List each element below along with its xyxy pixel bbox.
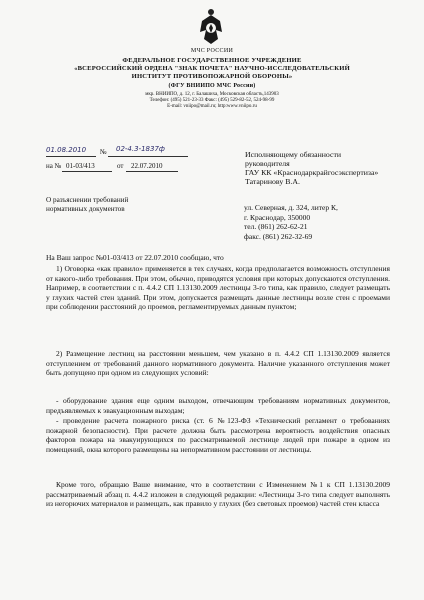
subject [46, 196, 128, 214]
date-underline [46, 156, 96, 157]
body-paragraph-2: 2) Размещение лестниц на расстоянии меньшем, чем указано в п. 4.4.2 СП 1.13130.2009 является отступлением от требований данного нормативного документа. Наличие указанного отступления может быть допущено при одном из следующих условий: [46, 349, 390, 378]
number-sign: № [100, 148, 107, 156]
ref-date: 22.07.2010 [131, 162, 163, 170]
recipient-phone: тел. (861) 262-62-21 [244, 222, 308, 231]
recipient-street: ул. Северная, д. 324, литер К, [244, 203, 338, 212]
ref-from: от [117, 162, 124, 170]
ref-prefix: на № [46, 162, 62, 170]
ministry-name: МЧС РОССИИ [190, 48, 234, 54]
org-phones: Телефон: (495) 521-23-33 Факс: (495) 529-82-52, 524-98-99 [149, 98, 275, 103]
body-paragraph-1: 1) Оговорка «как правило» применяется в тех случаях, когда предполагается возможность отступления от какого-либо требования. При этом, обычно, приводятся условия при которых допускаются отступления. Например, в соответствии с п. 4.4.2 СП 1.13130.2009 лестницы 3-го типа, как правило, следует размещать у глухих частей стен зданий. При этом, допускается размещать данные лестницы возле стен с проемами при соблюдении расстояний до проемов, регламентируемых данным пунктом; [46, 264, 390, 312]
org-short-name: (ФГУ ВНИИПО МЧС России) [168, 83, 256, 89]
recipient-fax: факс. (861) 262-32-69 [244, 231, 313, 241]
recipient-line4: Татаринову В.А. [245, 177, 300, 186]
subject-line1: О разъяснении требований [46, 196, 129, 204]
number-underline [108, 156, 188, 157]
emchs-emblem-icon [196, 6, 226, 46]
recipient-line2: руководителя [245, 159, 290, 168]
org-email: E-mail: vniipo@mail.ru; http:www.vniipo.ru [167, 104, 257, 109]
recipient-city: г. Краснодар, 350000 [244, 212, 311, 222]
ref-number: 01-03/413 [66, 162, 95, 170]
ref-date-underline [126, 171, 178, 172]
subject-line2: нормативных документов [46, 205, 125, 213]
org-address: мкр. ВНИИПО, д. 12, г. Балашиха, Московская область,143903 [145, 92, 279, 97]
body-bullet-1: - оборудование здания еще одним выходом, отвечающим требованиям нормативных документов, предъявляемых к эвакуационным выходам; [46, 396, 390, 415]
recipient-line3: ГАУ КК «Краснодаркрайгосэкспертиза» [245, 168, 379, 177]
recipient-contacts [244, 203, 338, 241]
body-paragraph-3: Кроме того, обращаю Ваше внимание, что в соответствии с Изменением №1 к СП 1.13130.2009 рассматриваемый абзац п. 4.4.2 изложен в следующей редакции: «Лестницы 3-го типа следует выполнять из негорючих материалов и размещать, как правило у глухих (без световых проемов) частей стен класса [46, 480, 390, 509]
outgoing-number: 02-4.3-1837ф [116, 145, 165, 153]
recipient-line1: Исполняющему обязанности [245, 150, 342, 159]
org-name-line2: «ВСЕРОССИЙСКИЙ ОРДЕНА "ЗНАК ПОЧЕТА" НАУЧНО-ИССЛЕДОВАТЕЛЬСКИЙ [74, 65, 350, 72]
body-intro: На Ваш запрос №01-03/413 от 22.07.2010 сообщаю, что [46, 253, 224, 262]
outgoing-date: 01.08.2010 [46, 146, 87, 154]
ref-number-underline [62, 171, 112, 172]
org-name-line3: ИНСТИТУТ ПРОТИВОПОЖАРНОЙ ОБОРОНЫ» [131, 73, 293, 80]
body-bullet-2: - проведение расчета пожарного риска (ст. 6 №123-ФЗ «Технический регламент о требованиях пожарной безопасности). При расчете должна быть рассмотрена вероятность воздействия опасных факторов пожара на эвакуирующихся по рассматриваемой лестнице людей при пожаре в одном из помещений, окна которого размещены на непормативном расстоянии от лестницы. [46, 416, 390, 454]
org-name-line1: ФЕДЕРАЛЬНОЕ ГОСУДАРСТВЕННОЕ УЧРЕЖДЕНИЕ [122, 57, 302, 64]
